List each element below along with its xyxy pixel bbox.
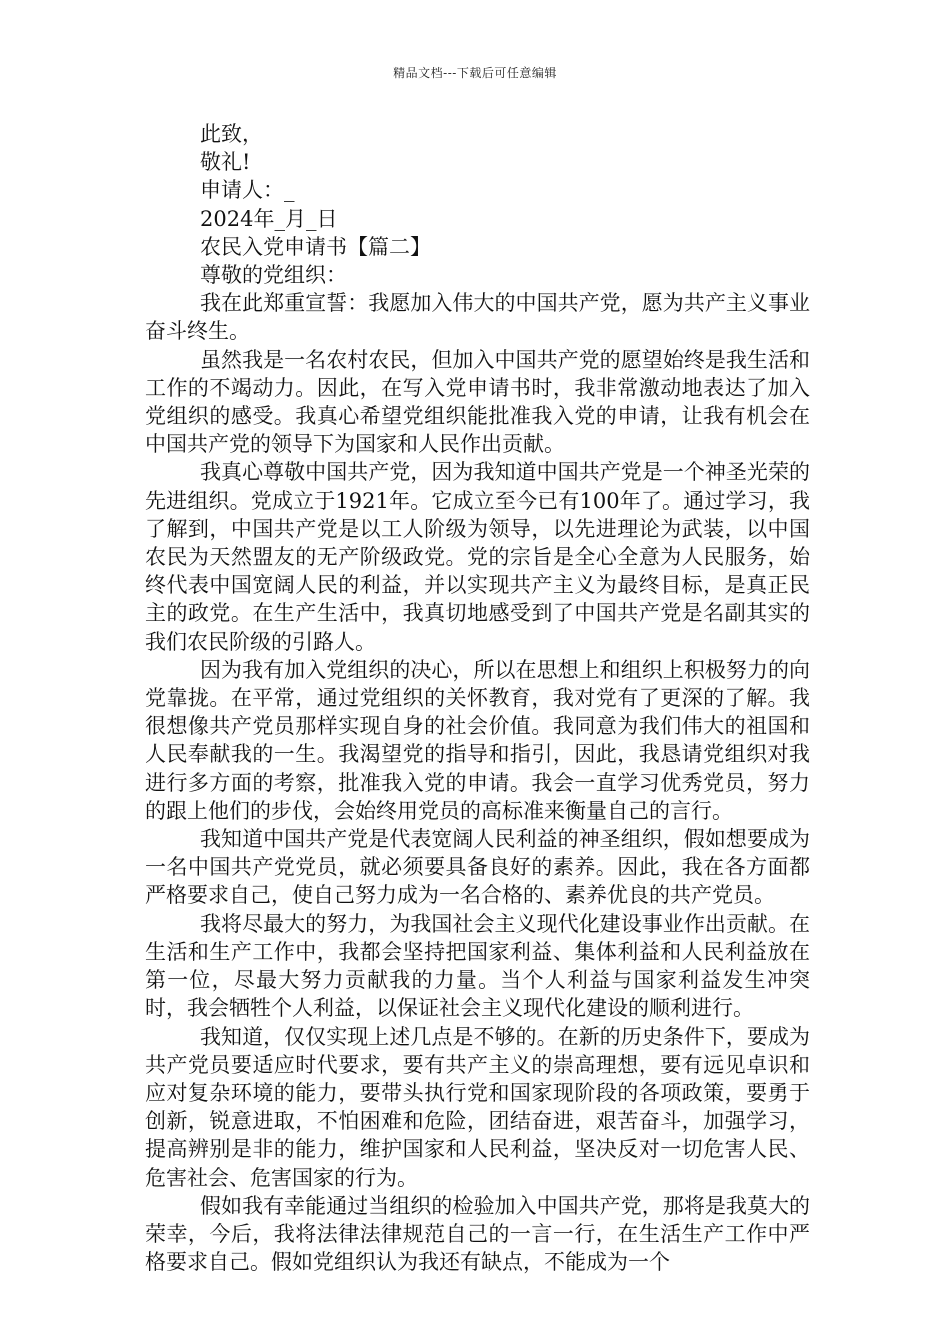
closing-salutation: 此致， [200,122,263,146]
body-paragraph: 因为我有加入党组织的决心，所以在思想上和组织上积极努力的向党靠拢。在平常，通过党组织的关怀教育，我对党有了更深的了解。我很想像共产党员那样实现自身的社会价值。我同意为我们伟大的祖国和人民奉献我的一生。我渴望党的指导和指引，因此，我恳请党组织对我进行多方面的考察，批准我入党的申请。我会一直学习优秀党员，努力的跟上他们的步伐，会始终用党员的高标准来衡量自己的言行。 [145,657,810,823]
section-title: 农民入党申请书【篇二】 [200,234,431,259]
applicant-signature-line: 申请人：_ [200,178,295,203]
date-line: 2024年_月_日 [200,206,338,231]
body-paragraph: 虽然我是一名农村农民，但加入中国共产党的愿望始终是我生活和工作的不竭动力。因此，在写入党申请书时，我非常激动地表达了加入党组织的感受。我真心希望党组织能批准我入党的申请，让我有机会在中国共产党的领导下为国家和人民作出贡献。 [145,347,810,457]
closing-regards: 敬礼! [200,150,251,175]
document-body [145,120,810,1276]
body-paragraph: 我知道，仅仅实现上述几点是不够的。在新的历史条件下，要成为共产党员要适应时代要求，要有共产主义的崇高理想，要有远见卓识和应对复杂环境的能力，要带头执行党和国家现阶段的各项政策，要勇于创新，锐意进取，不怕困难和危险，团结奋进，艰苦奋斗，加强学习，提高辨别是非的能力，维护国家和人民利益，坚决反对一切危害人民、危害社会、危害国家的行为。 [145,1024,810,1190]
body-paragraph: 我将尽最大的努力，为我国社会主义现代化建设事业作出贡献。在生活和生产工作中，我都会坚持把国家利益、集体利益和人民利益放在第一位，尽最大努力贡献我的力量。当个人利益与国家利益发生冲突时，我会牺牲个人利益，以保证社会主义现代化建设的顺利进行。 [145,911,810,1021]
body-paragraph: 我真心尊敬中国共产党，因为我知道中国共产党是一个神圣光荣的先进组织。党成立于1921年。它成立至今已有100年了。通过学习，我了解到，中国共产党是以工人阶级为领导，以先进理论为武装，以中国农民为天然盟友的无产阶级政党。党的宗旨是全心全意为人民服务，始终代表中国宽阔人民的利益，并以实现共产主义为最终目标，是真正民主的政党。在生产生活中，我真切地感受到了中国共产党是名副其实的我们农民阶级的引路人。 [145,460,810,654]
body-paragraph: 我在此郑重宣誓：我愿加入伟大的中国共产党，愿为共产主义事业奋斗终生。 [145,291,810,344]
letter-greeting: 尊敬的党组织： [200,263,347,288]
body-paragraph: 假如我有幸能通过当组织的检验加入中国共产党，那将是我莫大的荣幸，今后，我将法律法律规范自己的一言一行，在生活生产工作中严格要求自己。假如党组织认为我还有缺点，不能成为一个 [145,1193,810,1275]
page-header: 精品文档---下载后可任意编辑 [393,66,557,80]
body-paragraph: 我知道中国共产党是代表宽阔人民利益的神圣组织，假如想要成为一名中国共产党党员，就必须要具备良好的素养。因此，我在各方面都严格要求自己，使自己努力成为一名合格的、素养优良的共产党员。 [145,827,810,908]
